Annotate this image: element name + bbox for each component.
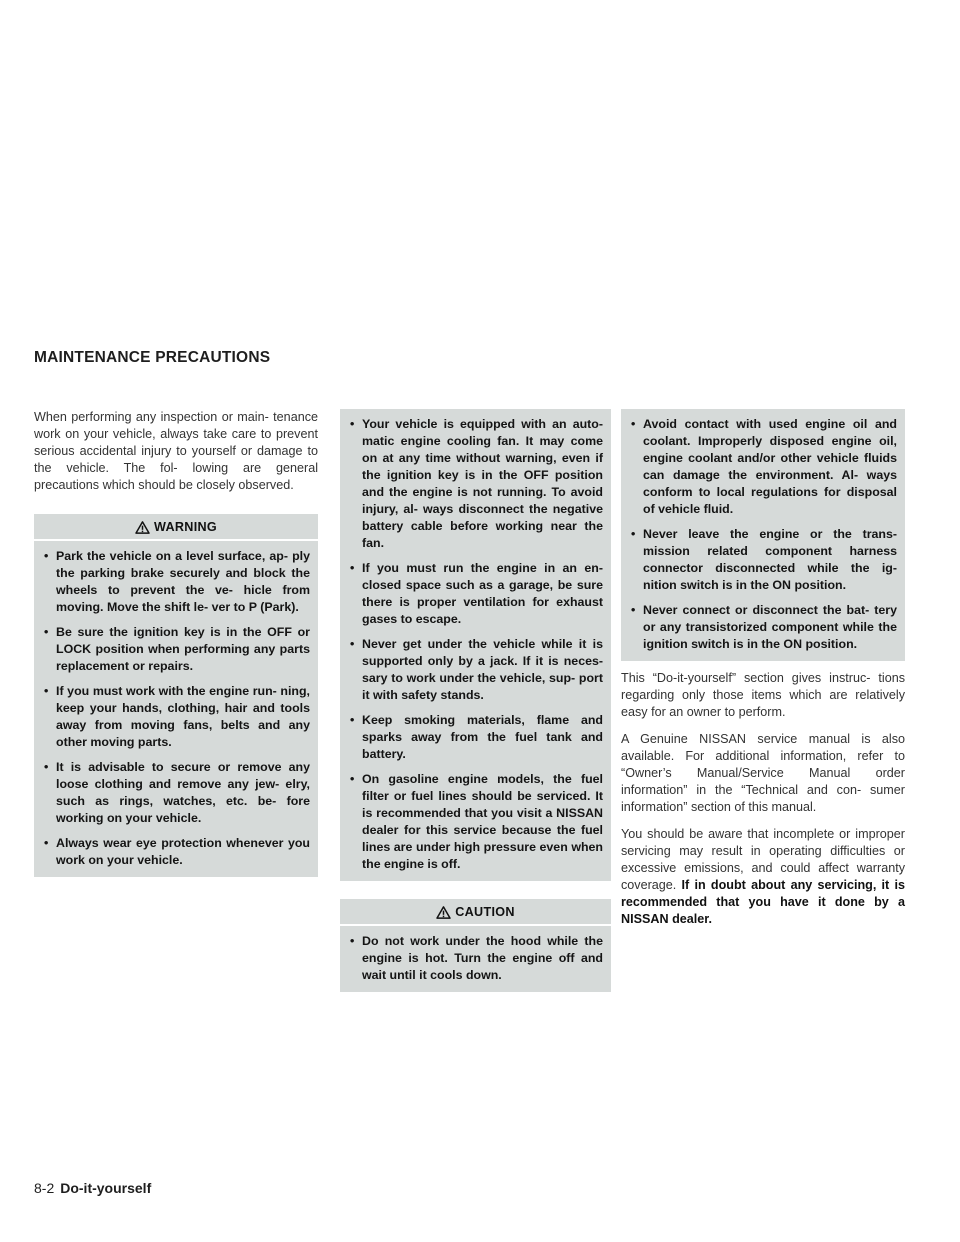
caution-heading — [340, 899, 611, 924]
diy-paragraph: This “Do-it-yourself” section gives instruc- tions regarding only those items which are relatively easy for an owner to perform. — [621, 671, 905, 719]
servicing-text: You should be aware that incomplete or improper servicing may result in operating difficulties or excessive emissions, and could affect warranty coverage. — [621, 827, 905, 892]
warning-box — [34, 514, 318, 877]
intro-paragraph: When performing any inspection or main- tenance work on your vehicle, always take care to prevent serious accidental injury to yourself or damage to the vehicle. The fol- lowing are general precautions which should be closely observed. — [34, 410, 318, 492]
warning-item: • If you must work with the engine run- ning, keep your hands, clothing, hair and tools away from moving fans, belts and any other moving parts. — [42, 683, 310, 751]
caution-item: • Do not work under the hood while the engine is hot. Turn the engine off and wait until it cools down. — [348, 933, 603, 984]
warning-item: • Never get under the vehicle while it is supported only by a jack. If it is neces- sary to work under the vehicle, sup- port it with safety stands. — [348, 636, 603, 704]
warning-item: • Keep smoking materials, flame and sparks away from the fuel tank and battery. — [348, 712, 603, 763]
servicing-bold-text: If in doubt about any servicing, it is recommended that you have it done by a NISSAN dealer. — [621, 878, 905, 926]
warning-item: • On gasoline engine models, the fuel filter or fuel lines should be serviced. It is recommended that you visit a NISSAN dealer for this service because the fuel lines are under high pressure even when the engine is off. — [348, 771, 603, 873]
warning-item: • Your vehicle is equipped with an auto- matic engine cooling fan. It may come on at any time without warning, even if the ignition key is in the OFF position and the engine is not running. To avoid injury, al- ways disconnect the negative battery cable before working near the fan. — [348, 416, 603, 552]
warning-heading — [34, 514, 318, 539]
service-manual-paragraph: A Genuine NISSAN service manual is also available. For additional information, refer to “Owner’s Manual/Service Manual order information” in the “Technical and con- sumer information” section of this manual. — [621, 732, 905, 814]
warning-body-continued-2 — [621, 409, 905, 661]
warning-item: • Always wear eye protection whenever you work on your vehicle. — [42, 835, 310, 869]
column-1 — [34, 409, 318, 877]
warning-item: • Never leave the engine or the trans- mission related component harness connector disconnected while the ig- nition switch is in the ON position. — [629, 526, 897, 594]
warning-item: • Avoid contact with used engine oil and coolant. Improperly disposed engine oil, engine coolant and/or other vehicle fluids can damage the environment. Al- ways conform to local regulations for disposal of vehicle fluid. — [629, 416, 897, 518]
warning-item: • Never connect or disconnect the bat- tery or any transistorized component while the ignition switch is in the ON position. — [629, 602, 897, 653]
caution-triangle-icon — [436, 906, 451, 919]
caution-box — [340, 899, 611, 992]
warning-body-continued — [340, 409, 611, 881]
section-title: MAINTENANCE PRECAUTIONS — [34, 349, 271, 366]
warning-item: • Park the vehicle on a level surface, ap- ply the parking brake securely and block the wheels to prevent the ve- hicle from moving. Move the shift le- ver to P (Park). — [42, 548, 310, 616]
page-number: 8-2 — [34, 1180, 55, 1196]
warning-label: WARNING — [154, 520, 217, 534]
page-footer — [34, 1180, 151, 1196]
caution-label: CAUTION — [455, 905, 515, 919]
chapter-name: Do-it-yourself — [60, 1180, 152, 1196]
warning-body — [34, 541, 318, 877]
warning-triangle-icon — [135, 521, 150, 534]
caution-body — [340, 926, 611, 992]
warning-item: • Be sure the ignition key is in the OFF or LOCK position when performing any parts replacement or repairs. — [42, 624, 310, 675]
warning-item: • It is advisable to secure or remove any loose clothing and remove any jew- elry, such as rings, watches, etc. be- fore working on your vehicle. — [42, 759, 310, 827]
servicing-paragraph — [621, 826, 905, 928]
column-2 — [340, 409, 611, 992]
column-3 — [621, 409, 905, 938]
warning-item: • If you must run the engine in an en- closed space such as a garage, be sure there is proper ventilation for exhaust gases to escape. — [348, 560, 603, 628]
